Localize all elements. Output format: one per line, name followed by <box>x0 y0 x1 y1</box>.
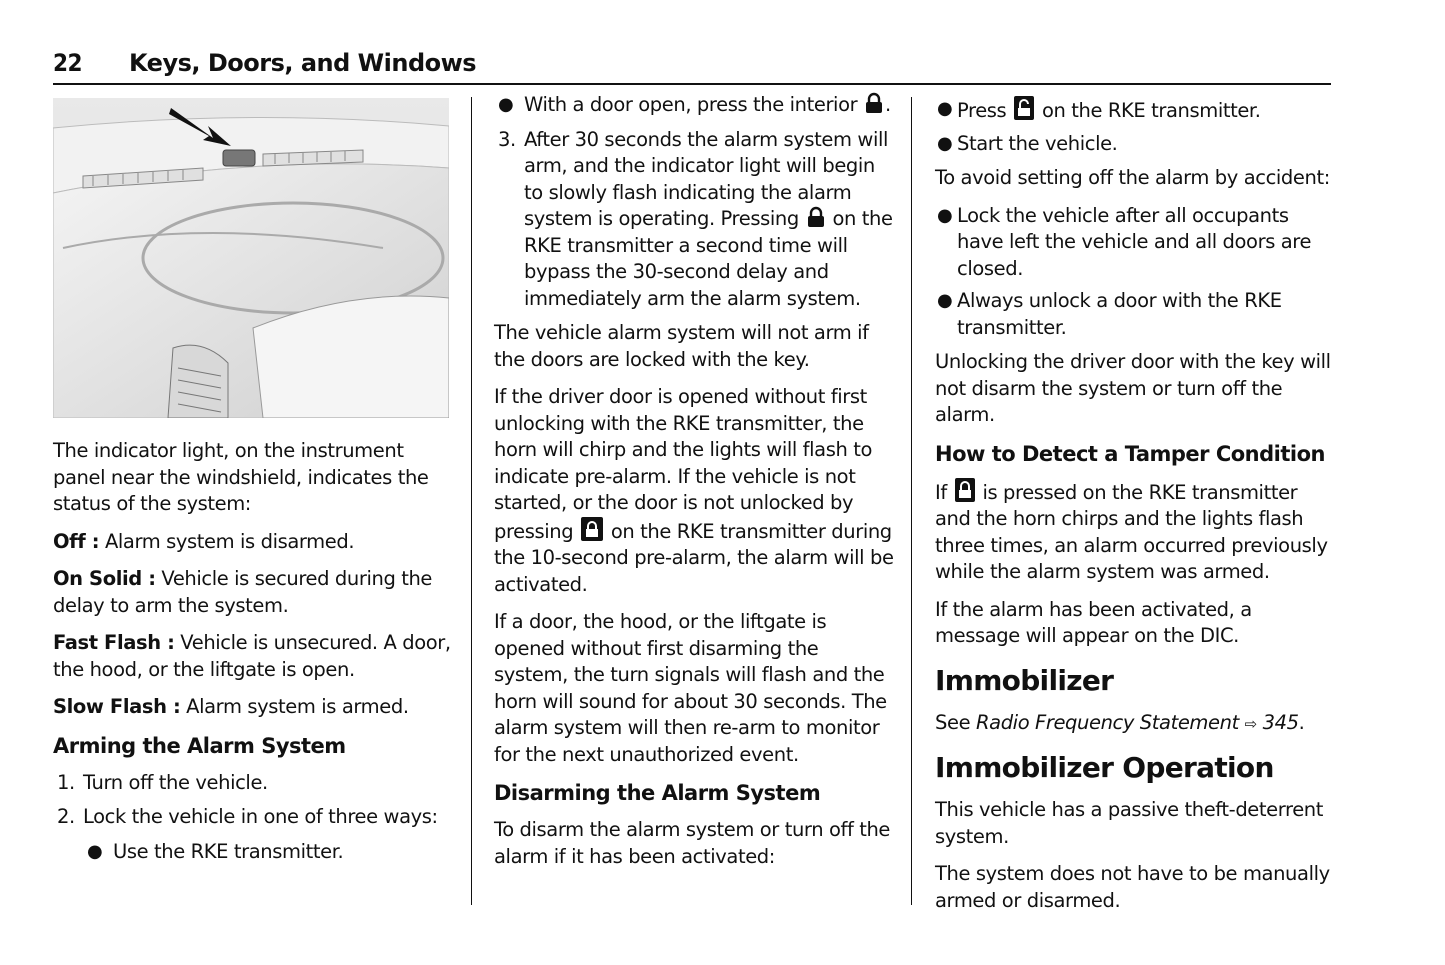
page-header <box>53 49 1331 85</box>
paragraph: If a door, the hood, or the liftgate is opened without first disarming the system, the turn signals will flash and the horn will sound for about 30 seconds. The alarm system will then re-arm to monitor for the next unauthorized event. <box>494 610 887 766</box>
column-3 <box>935 92 1335 925</box>
state-term: On Solid : <box>53 567 156 590</box>
immobilizer-operation-heading: Immobilizer Operation <box>935 751 1274 784</box>
paragraph-text: on the RKE transmitter during the 10-second pre-alarm, the alarm will be activated. <box>494 519 894 596</box>
arming-steps <box>53 770 453 831</box>
paragraph-text: is pressed on the RKE transmitter and the horn chirps and the lights flash three times, an alarm occurred previously while the alarm system was armed. <box>935 480 1328 583</box>
list-item: ● Use the RKE transmitter. <box>87 839 344 863</box>
see-end: . <box>1298 710 1305 734</box>
step-number: 3. <box>498 127 516 151</box>
paragraph: Unlocking the driver door with the key will not disarm the system or turn off the alarm. <box>935 350 1331 426</box>
state-desc: Alarm system is armed. <box>180 695 409 718</box>
bullet-text: Press <box>957 99 1007 122</box>
sub-bullets <box>53 839 453 866</box>
list-item: ● With a door open, press the interior . <box>498 93 891 116</box>
paragraph: To avoid setting off the alarm by accident: <box>935 166 1330 189</box>
bullet-text: on the RKE transmitter. <box>1041 99 1261 122</box>
column-1 <box>53 92 453 873</box>
state-slow-flash <box>53 694 453 721</box>
paragraph: To disarm the alarm system or turn off the alarm if it has been activated: <box>494 818 891 868</box>
column-divider <box>471 97 472 905</box>
lock-icon <box>955 478 975 502</box>
instrument-panel-illustration <box>53 98 449 418</box>
state-off <box>53 529 453 556</box>
see-reference <box>935 710 1335 738</box>
step-text: Turn off the vehicle. <box>83 770 268 794</box>
arrow-icon: ⇨ <box>1244 714 1257 733</box>
bullet-text: Use the RKE transmitter. <box>113 839 344 863</box>
state-fast-flash <box>53 630 453 683</box>
immobilizer-heading: Immobilizer <box>935 663 1114 697</box>
column-divider <box>911 97 912 905</box>
state-term: Fast Flash : <box>53 631 175 654</box>
step-number: 1. <box>57 770 75 794</box>
bullet-text: Start the vehicle. <box>957 131 1118 155</box>
step-number: 2. <box>57 805 75 828</box>
avoid-bullets <box>935 203 1335 342</box>
paragraph: This vehicle has a passive theft-deterrent system. <box>935 798 1323 848</box>
paragraph: The vehicle alarm system will not arm if the doors are locked with the key. <box>494 321 869 371</box>
column-2 <box>494 92 894 881</box>
chapter-title: Keys, Doors, and Windows <box>129 49 477 77</box>
step-text: Lock the vehicle in one of three ways: <box>83 805 438 828</box>
list-item <box>494 127 894 313</box>
list-item: ● Start the vehicle. <box>937 131 1118 155</box>
state-desc: Vehicle is secured during the delay to arm the system. <box>53 567 433 617</box>
state-term: Slow Flash : <box>53 695 181 718</box>
lock-icon <box>865 92 883 114</box>
state-desc: Alarm system is disarmed. <box>99 529 355 553</box>
disarm-bullets <box>935 96 1335 157</box>
state-term: Off : <box>53 529 100 553</box>
paragraph-text: If the driver door is opened without first unlocking with the RKE transmitter, the horn will chirp and the lights will flash to indicate pre-alarm. If the vehicle is not started, or the door is not unlocked by pressing <box>494 385 872 543</box>
arming-steps-continued <box>494 127 894 313</box>
reference-page[interactable]: 345 <box>1262 710 1299 734</box>
paragraph <box>935 478 1335 586</box>
sub-bullets <box>464 92 894 119</box>
unlock-icon <box>1014 96 1034 120</box>
list-item <box>53 804 453 831</box>
state-on-solid <box>53 566 453 619</box>
paragraph-text: If <box>935 480 947 504</box>
list-item: ● Always unlock a door with the RKE transmitter. <box>937 289 1282 339</box>
reference-link[interactable]: Radio Frequency Statement <box>976 710 1239 734</box>
lock-icon <box>581 517 603 541</box>
list-item <box>53 770 453 797</box>
bullet-end: . <box>885 93 891 116</box>
tamper-heading: How to Detect a Tamper Condition <box>935 441 1325 466</box>
lock-icon <box>807 206 825 228</box>
see-label: See <box>935 710 971 734</box>
page-number: 22 <box>53 49 83 77</box>
paragraph <box>494 384 894 598</box>
bullet-text: Always unlock a door with the RKE transmitter. <box>957 289 1282 339</box>
arming-heading: Arming the Alarm System <box>53 733 346 758</box>
step-text: After 30 seconds the alarm system will arm, and the indicator light will begin to slowly flash indicating the alarm system is operating. Pressing <box>524 127 889 230</box>
list-item: ● Press on the RKE transmitter. <box>937 98 1261 122</box>
bullet-text: With a door open, press the interior <box>524 93 858 116</box>
paragraph: If the alarm has been activated, a message will appear on the DIC. <box>935 597 1252 647</box>
disarming-heading: Disarming the Alarm System <box>494 781 821 805</box>
bullet-text: Lock the vehicle after all occupants have left the vehicle and all doors are closed. <box>957 203 1312 280</box>
list-item: ● Lock the vehicle after all occupants have left the vehicle and all doors are closed. <box>937 203 1312 280</box>
state-desc: Vehicle is unsecured. A door, the hood, or the liftgate is open. <box>53 631 451 681</box>
paragraph: The system does not have to be manually armed or disarmed. <box>935 862 1330 912</box>
indicator-intro: The indicator light, on the instrument panel near the windshield, indicates the status of the system: <box>53 439 429 515</box>
step-text: on the RKE transmitter a second time will bypass the 30-second delay and immediately arm the alarm system. <box>524 207 893 310</box>
